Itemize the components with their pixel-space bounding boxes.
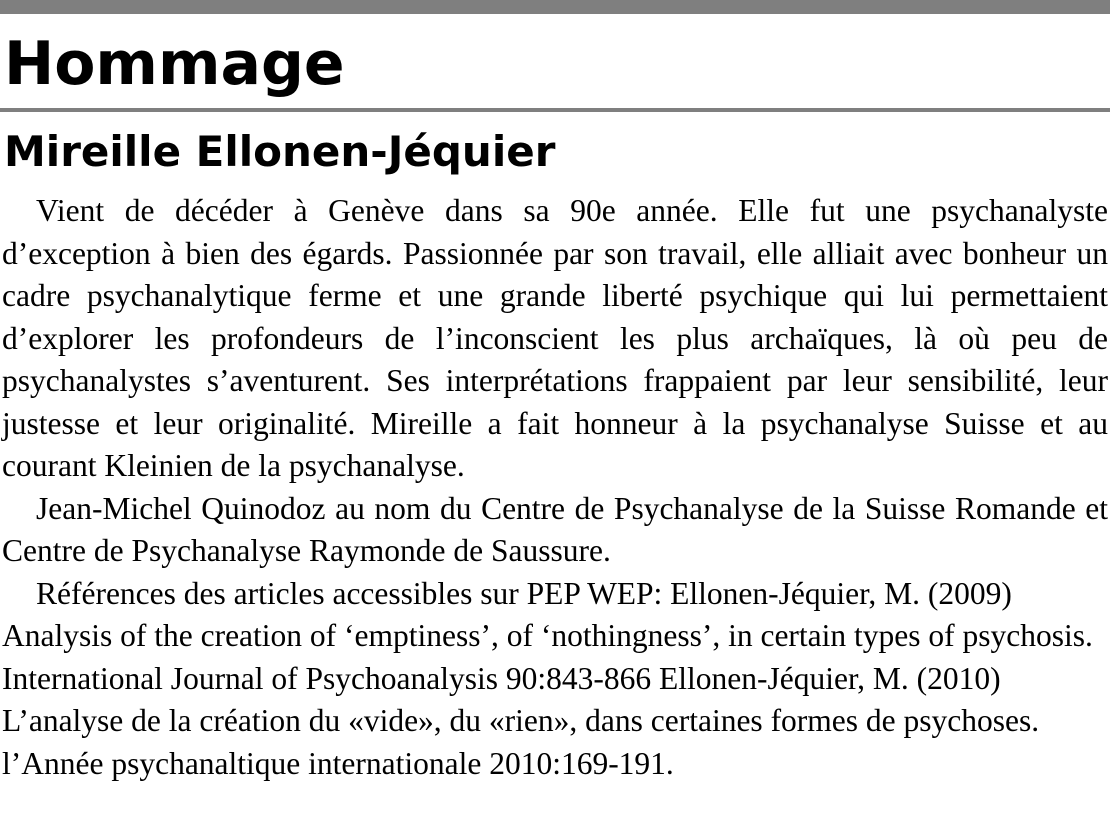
section-divider [0, 108, 1110, 112]
signature-paragraph: Jean-Michel Quinodoz au nom du Centre de Psychanalyse de la Suisse Romande et Centre de Psychanalyse Raymonde de Saussure. [2, 490, 1108, 568]
tribute-paragraph: Vient de décéder à Genève dans sa 90e année. Elle fut une psychanalyste d’exception à bien des égards. Passionnée par son travail, elle alliait avec bonheur un cadre psychanalytique ferme et une grande liberté psychique qui lui permettaient d’explorer les profondeurs de l’inconscient les plus archaïques, là où peu de psychanalystes s’aventurent. Ses interprétations frappaient par leur sensibilité, leur justesse et leur originalité. Mireille a fait honneur à la psychanalyse Suisse et au courant Kleinien de la psychanalyse. [2, 193, 1108, 483]
top-divider-bar [0, 0, 1110, 14]
article-body [2, 190, 1108, 785]
article-title: Mireille Ellonen-Jéquier [4, 127, 556, 176]
section-title: Hommage [4, 29, 345, 99]
references-paragraph: Références des articles accessibles sur PEP WEP: Ellonen-Jéquier, M. (2009) Analysis of the creation of ‘emptiness’, of ‘nothingness’, in certain types of psychosis. International Journal of Psychoanalysis 90:843-866 Ellonen-Jéquier, M. (2010) L’analyse de la création du «vide», du «rien», dans certaines formes de psychoses. l’Année psychanaltique internationale 2010:169-191. [2, 575, 1093, 781]
